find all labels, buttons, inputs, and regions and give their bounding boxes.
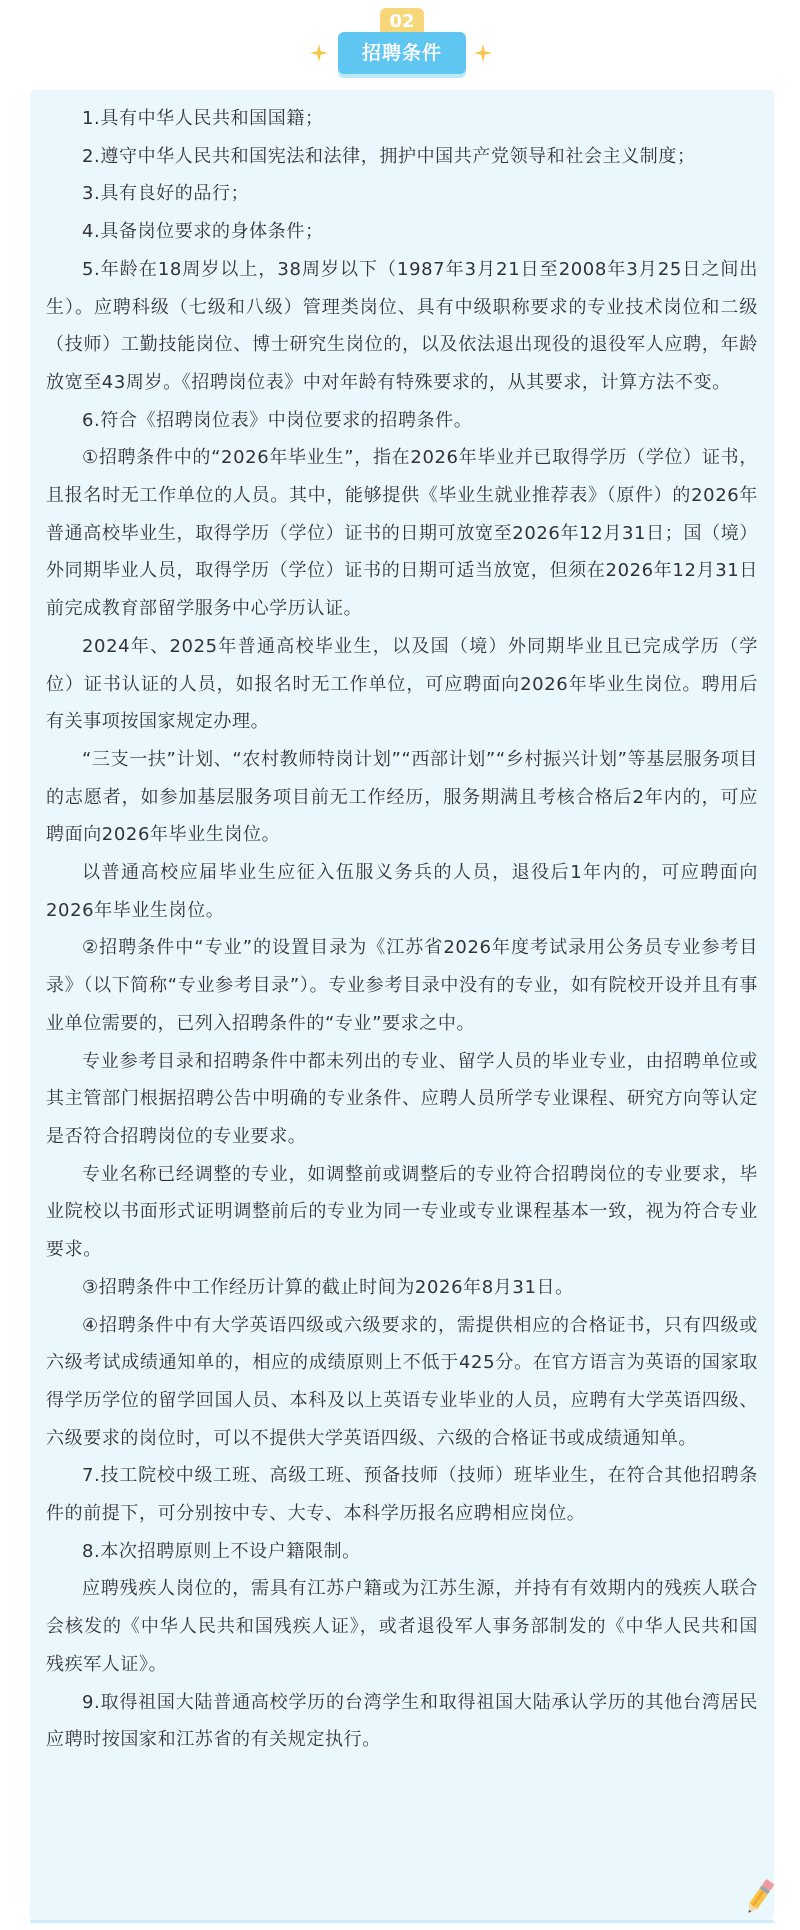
paragraph: 2.遵守中华人民共和国宪法和法律，拥护中国共产党领导和社会主义制度； xyxy=(82,145,696,167)
content-card xyxy=(30,90,774,1920)
section-title: 招聘条件 xyxy=(338,32,466,74)
paragraph: 7.技工院校中级工班、高级工班、预备技师（技师）班毕业生，在符合其他招聘条件的前提下，可分别按中专、大专、本科学历报名应聘相应岗位。 xyxy=(46,1465,758,1525)
paragraph: 3.具有良好的品行； xyxy=(82,183,250,205)
pencil-icon xyxy=(740,1876,778,1920)
paragraph: 1.具有中华人民共和国国籍； xyxy=(82,108,324,129)
paragraph: ①招聘条件中的“2026年毕业生”，指在2026年毕业并已取得学历（学位）证书，且报名时无工作单位的人员。其中，能够提供《毕业生就业推荐表》（原件）的2026年普通高校毕业生，取得学历（学位）证书的日期可放宽至2026年12月31日；国（境）外同期毕业人员，取得学历（学位）证书的日期可适当放宽，但须在2026年12月31日前完成教育部留学服务中心学历认证。 xyxy=(46,447,758,620)
paragraph: 5.年龄在18周岁以上，38周岁以下（1987年3月21日至2008年3月25日之间出生）。应聘科级（七级和八级）管理类岗位、具有中级职称要求的专业技术岗位和二级（技师）工勤技能岗位、博士研究生岗位的，以及依法退出现役的退役军人应聘，年龄放宽至43周岁。《招聘岗位表》中对年龄有特殊要求的，从其要求，计算方法不变。 xyxy=(46,258,758,393)
paragraph: ④招聘条件中有大学英语四级或六级要求的，需提供相应的合格证书，只有四级或六级考试成绩通知单的，相应的成绩原则上不低于425分。在官方语言为英语的国家取得学历学位的留学回国人员、本科及以上英语专业毕业的人员，应聘有大学英语四级、六级要求的岗位时，可以不提供大学英语四级、六级的合格证书或成绩通知单。 xyxy=(46,1314,758,1449)
paragraph: 专业参考目录和招聘条件中都未列出的专业、留学人员的毕业专业，由招聘单位或其主管部门根据招聘公告中明确的专业条件、应聘人员所学专业课程、研究方向等认定是否符合招聘岗位的专业要求。 xyxy=(46,1050,758,1147)
section-number: 02 xyxy=(380,8,424,36)
section-header xyxy=(0,0,800,90)
sparkle-icon xyxy=(474,44,492,62)
paragraph: 9.取得祖国大陆普通高校学历的台湾学生和取得祖国大陆承认学历的其他台湾居民应聘时按国家和江苏省的有关规定执行。 xyxy=(46,1691,758,1751)
paragraph: ②招聘条件中“专业”的设置目录为《江苏省2026年度考试录用公务员专业参考目录》（以下简称“专业参考目录”）。专业参考目录中没有的专业，如有院校开设并且有事业单位需要的，已列入招聘条件的“专业”要求之中。 xyxy=(46,937,758,1034)
paragraph: 4.具备岗位要求的身体条件； xyxy=(82,221,324,243)
paragraph: 以普通高校应届毕业生应征入伍服义务兵的人员，退役后1年内的，可应聘面向2026年毕业生岗位。 xyxy=(46,862,758,921)
paragraph: 2024年、2025年普通高校毕业生，以及国（境）外同期毕业且已完成学历（学位）证书认证的人员，如报名时无工作单位，可应聘面向2026年毕业生岗位。聘用后有关事项按国家规定办理。 xyxy=(46,635,758,733)
paragraph: ③招聘条件中工作经历计算的截止时间为2026年8月31日。 xyxy=(82,1276,574,1298)
paragraph: 应聘残疾人岗位的，需具有江苏户籍或为江苏生源，并持有有效期内的残疾人联合会核发的《中华人民共和国残疾人证》，或者退役军人事务部制发的《中华人民共和国残疾军人证》。 xyxy=(46,1578,758,1675)
conditions-text xyxy=(46,100,758,1759)
card-bottom-border xyxy=(30,1920,774,1923)
paragraph: 6.符合《招聘岗位表》中岗位要求的招聘条件。 xyxy=(82,409,473,431)
paragraph: 8.本次招聘原则上不设户籍限制。 xyxy=(82,1540,361,1562)
paragraph: 专业名称已经调整的专业，如调整前或调整后的专业符合招聘岗位的专业要求，毕业院校以书面形式证明调整前后的专业为同一专业或专业课程基本一致，视为符合专业要求。 xyxy=(46,1163,758,1261)
paragraph: “三支一扶”计划、“农村教师特岗计划”“西部计划”“乡村振兴计划”等基层服务项目的志愿者，如参加基层服务项目前无工作经历，服务期满且考核合格后2年内的，可应聘面向2026年毕业生岗位。 xyxy=(46,748,758,846)
sparkle-icon xyxy=(310,44,328,62)
